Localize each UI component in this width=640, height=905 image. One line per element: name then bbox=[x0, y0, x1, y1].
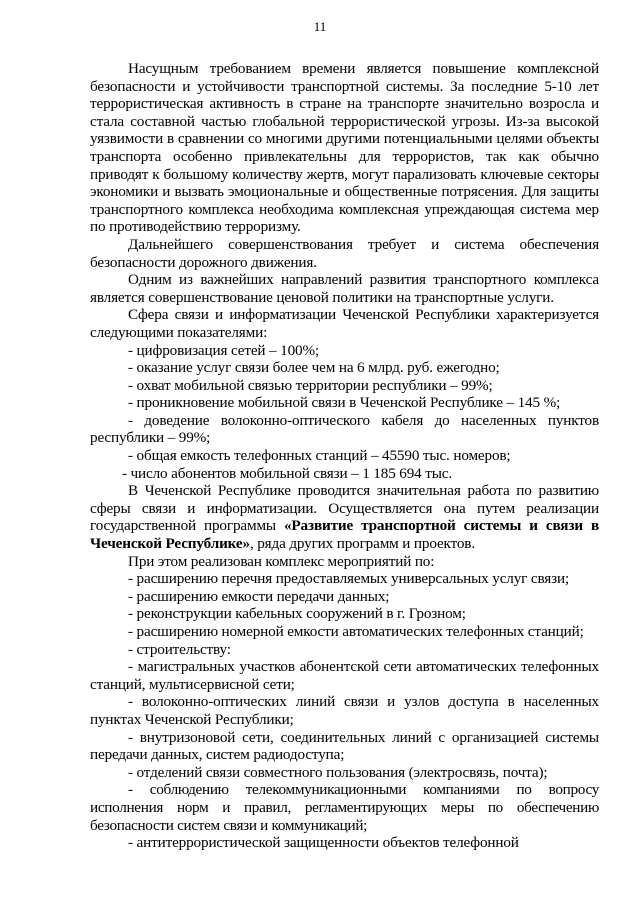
paragraph-road-safety: Дальнейшего совершенствования требует и система обеспечения безопасности дорожного движения. bbox=[90, 235, 599, 271]
list-item-mobile-penetration: - проникновение мобильной связи в Чеченской Республике – 145 %; bbox=[128, 394, 561, 412]
list-item-intrazonal-network: - внутризоновой сети, соединительных линий с организацией системы передачи данных, систем радиодоступа; bbox=[90, 728, 599, 764]
state-program-title: «Развитие транспортной системы и связи в Чеченской Республике» bbox=[90, 517, 599, 553]
list-item-fiber-lines: - волоконно-оптических линий связи и узлов доступа в населенных пунктах Чеченской Республики; bbox=[90, 693, 599, 728]
list-item-station-capacity: - общая емкость телефонных станций – 45590 тыс. номеров; bbox=[128, 447, 511, 465]
paragraph-state-program bbox=[90, 482, 599, 552]
list-item-compliance: - соблюдению телекоммуникационными компаниями по вопросу исполнения норм и правил, регламентирующих меры по обеспечению безопасности систем связи и коммуникаций; bbox=[90, 781, 599, 834]
list-item-fiber-optic: - доведение волоконно-оптического кабеля до населенных пунктов республики – 99%; bbox=[90, 411, 599, 447]
paragraph-communications-intro: Сфера связи и информатизации Чеченской Республики характеризуется следующими показателями: bbox=[90, 306, 599, 341]
paragraph-pricing-policy: Одним из важнейших направлений развития транспортного комплекса является совершенствование ценовой политики на транспортные услуги. bbox=[90, 271, 599, 306]
state-program-intro: В Чеченской Республике проводится значительная работа по развитию сферы связи и информатизации. Осуществляется она путем реализации государственной программы bbox=[90, 482, 599, 535]
list-item-data-capacity: - расширению емкости передачи данных; bbox=[128, 587, 390, 605]
state-program-tail: , ряда других программ и проектов. bbox=[249, 535, 475, 553]
list-item-trunk-sections: - магистральных участков абонентской сети автоматических телефонных станций, мультисервисной сети; bbox=[90, 658, 599, 693]
list-item-cable-reconstruction: - реконструкции кабельных сооружений в г. Грозном; bbox=[128, 605, 466, 623]
list-item-universal-services: - расширению перечня предоставляемых универсальных услуг связи; bbox=[128, 570, 570, 588]
list-item-numbering-capacity: - расширению номерной емкости автоматических телефонных станций; bbox=[128, 623, 584, 640]
paragraph-measures-intro: При этом реализован комплекс мероприятий по: bbox=[128, 552, 435, 570]
list-item-mobile-coverage: - охват мобильной связью территории республики – 99%; bbox=[128, 376, 493, 394]
list-item-mobile-subscribers: - число абонентов мобильной связи – 1 185 694 тыс. bbox=[122, 464, 453, 482]
list-item-post-offices: - отделений связи совместного пользования (электросвязь, почта); bbox=[128, 763, 548, 781]
list-item-construction: - строительству: bbox=[128, 640, 231, 658]
page-number: 11 bbox=[313, 19, 327, 34]
document-body bbox=[90, 60, 599, 852]
paragraph-transport-security: Насущным требованием времени является повышение комплексной безопасности и устойчивости транспортной системы. За последние 5-10 лет террористическая активность в стране на транспорте значительно возросла и стала составной частью глобальной террористической угрозы. Из-за высокой уязвимости в сравнении со многими другими потенциальными целями объекты транспорта особенно привлекательны для террористов, так как обычно приводят к большому количеству жертв, могут парализовать ключевые секторы экономики и вызвать эмоциональные и общественные потрясения. Для защиты транспортного комплекса необходима комплексная упреждающая система мер по противодействию терроризму. bbox=[90, 60, 599, 236]
list-item-antiterror-protection: - антитеррористической защищенности объектов телефонной bbox=[128, 834, 519, 852]
list-item-digitalization: - цифровизация сетей – 100%; bbox=[128, 341, 320, 359]
list-item-services-volume: - оказание услуг связи более чем на 6 млрд. руб. ежегодно; bbox=[128, 359, 500, 377]
